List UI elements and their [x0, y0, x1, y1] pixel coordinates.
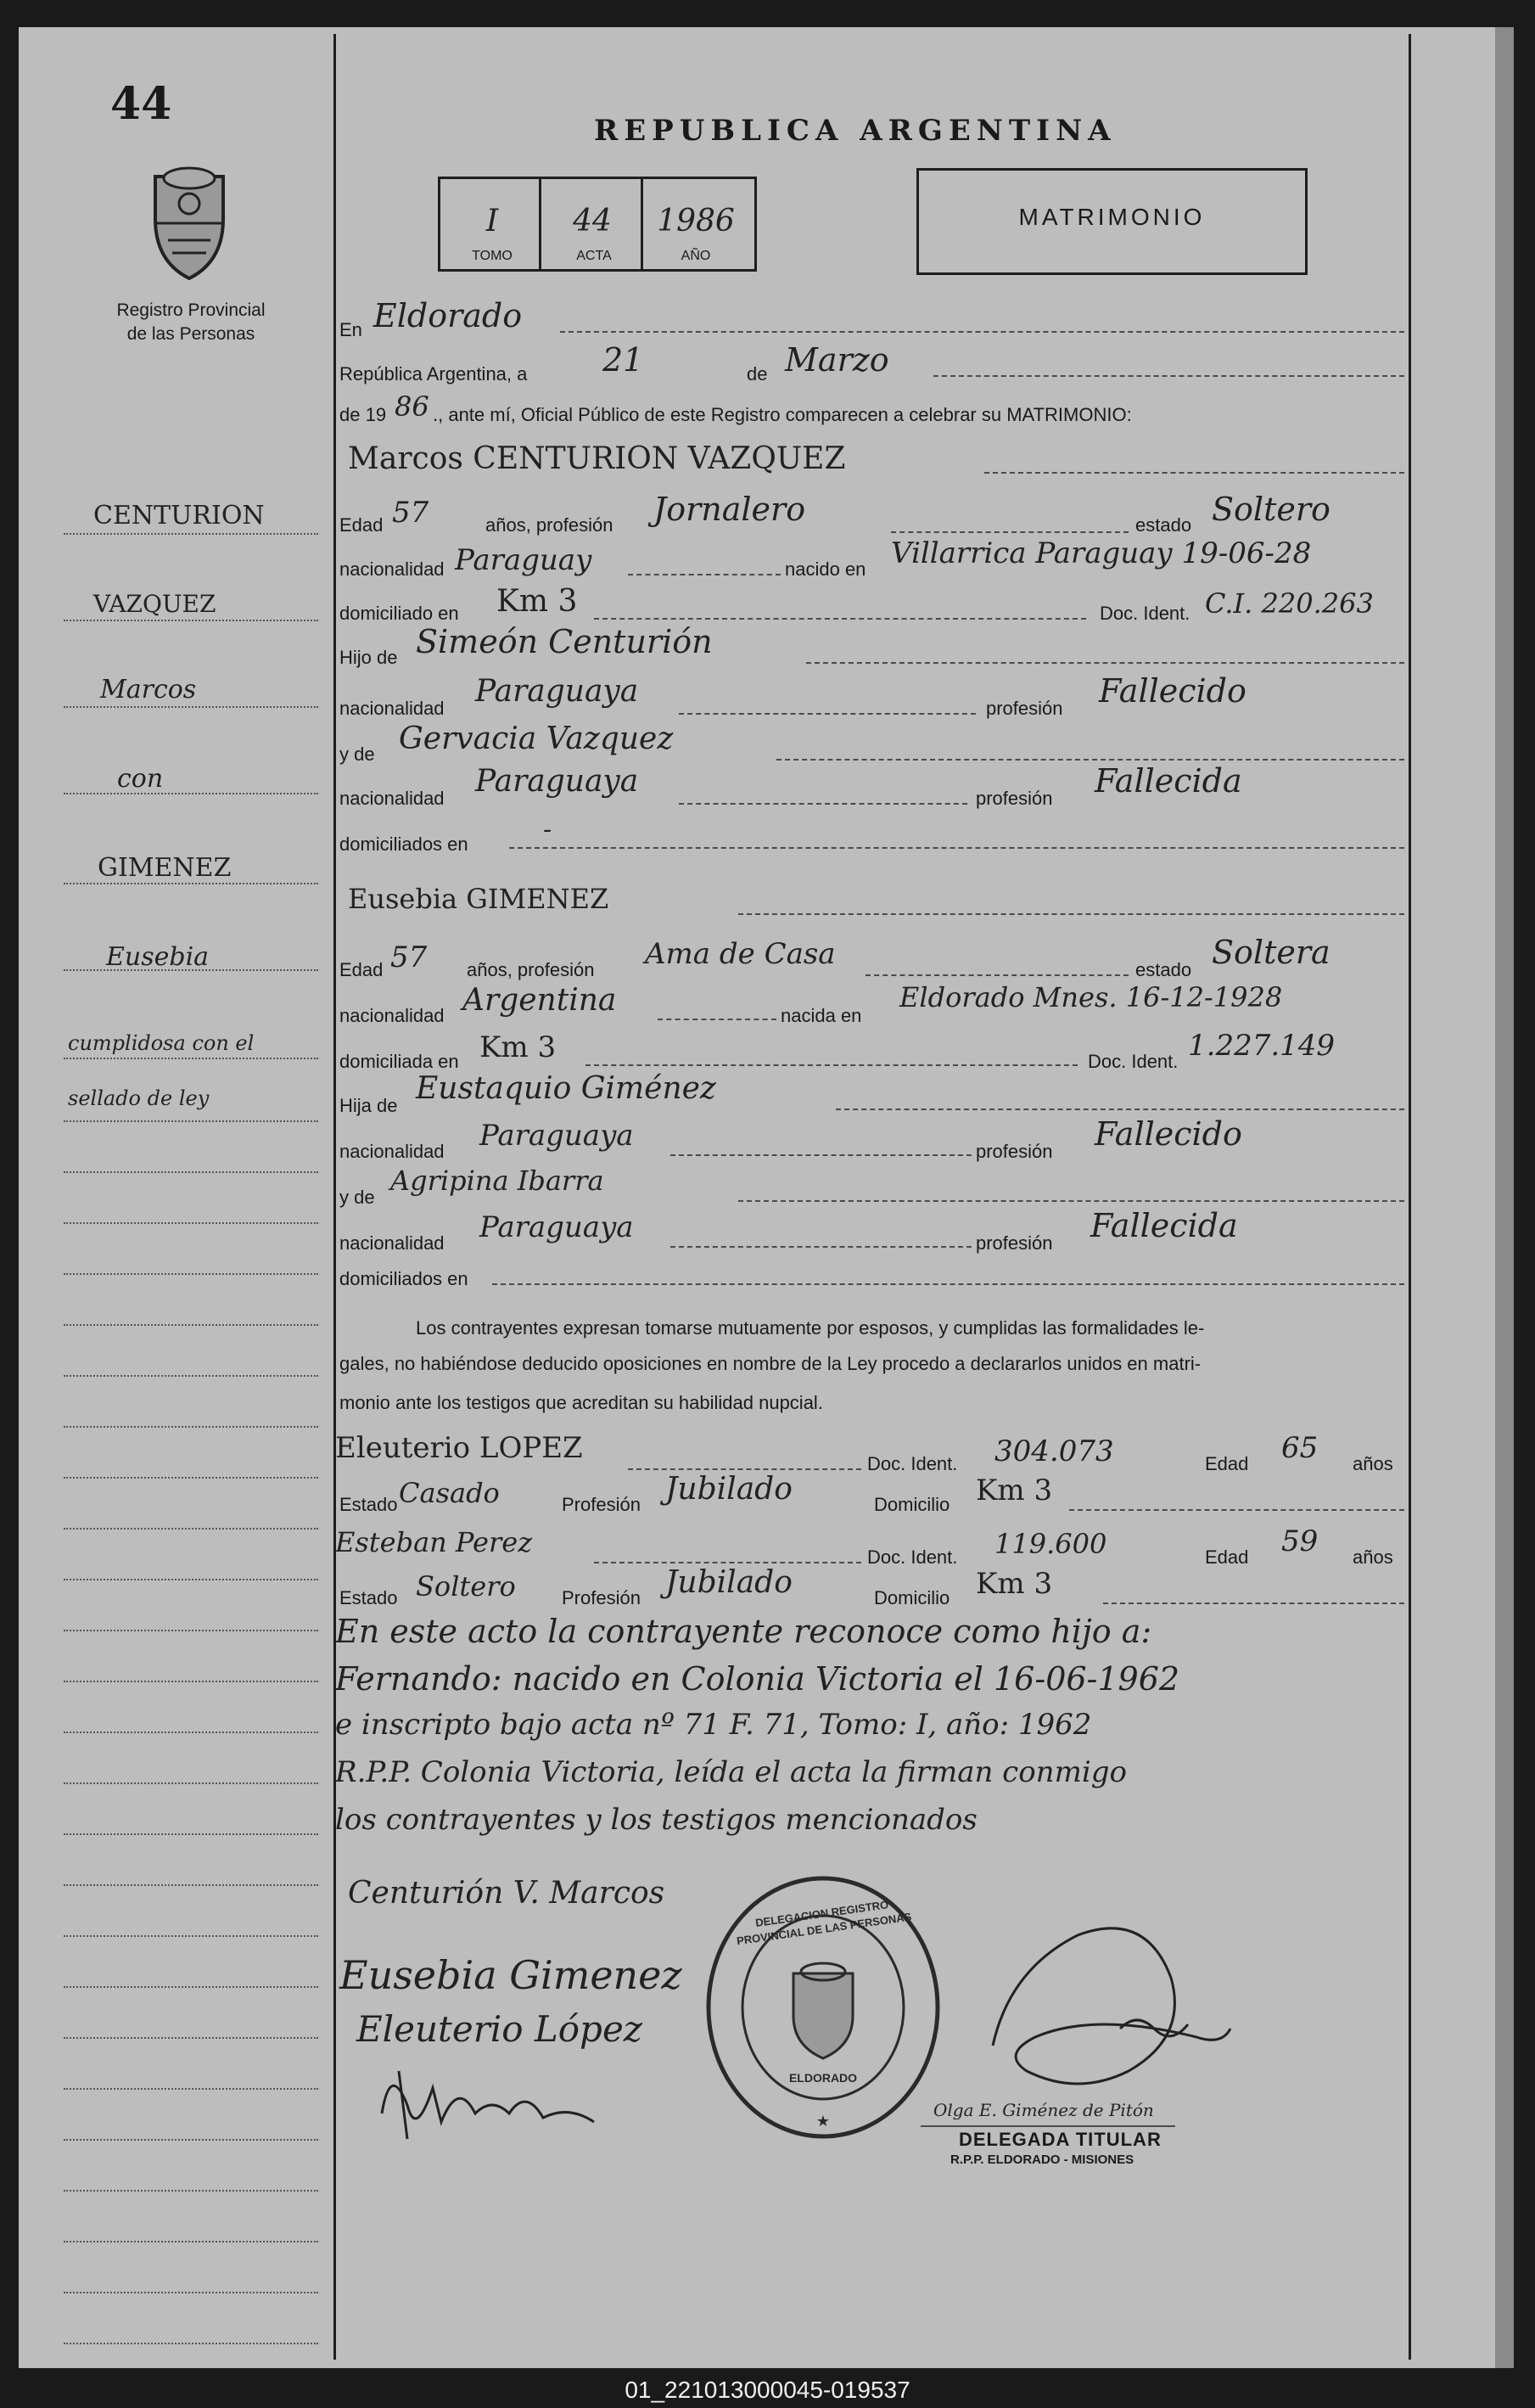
bride-father-nationality-label: nacionalidad: [339, 1141, 445, 1162]
month-label: de: [747, 363, 768, 384]
witness-1-signature: Eleuterio López: [356, 2008, 642, 2050]
margin-rule: [64, 1833, 318, 1835]
bride-age-label: Edad: [339, 959, 384, 980]
witness-2-profession-label: Profesión: [562, 1587, 641, 1608]
margin-rule: [64, 1273, 318, 1275]
witness-2-age-label: Edad: [1205, 1546, 1249, 1568]
witness-2-domicile: Km 3: [976, 1567, 1053, 1601]
official-signature-line: [921, 2125, 1175, 2127]
coat-of-arms-icon: [143, 160, 236, 287]
annotation-line-3: e inscripto bajo acta nº 71 F. 71, Tomo: I, año: 1962: [335, 1708, 1092, 1742]
margin-rule: [64, 2037, 318, 2039]
bride-father-profession: Fallecido: [1095, 1115, 1242, 1153]
witness-2-age: 59: [1281, 1524, 1319, 1558]
witness-1-doc: 304.073: [994, 1434, 1114, 1468]
groom-father-nationality-line: [679, 713, 976, 715]
margin-surname-3: GIMENEZ: [98, 853, 232, 883]
margin-rule: [64, 1732, 318, 1733]
page-number: 44: [110, 78, 172, 130]
bride-name-line: [738, 913, 1404, 915]
bride-father-profession-label: profesión: [976, 1141, 1053, 1162]
witness-1-status: Casado: [399, 1477, 500, 1509]
groom-nationality-label: nacionalidad: [339, 558, 445, 580]
groom-signature: Centurión V. Marcos: [348, 1876, 665, 1911]
declaration-line-1: Los contrayentes expresan tomarse mutuamente por esposos, y cumplidas las formalidades le-: [416, 1317, 1205, 1339]
tomo-value: I: [485, 204, 499, 239]
seal-place: ELDORADO: [788, 2071, 858, 2085]
country-heading: REPUBLICA ARGENTINA: [594, 114, 1117, 148]
groom-mother-profession: Fallecida: [1095, 762, 1242, 800]
margin-rule: [64, 1782, 318, 1784]
groom-full-name: Marcos CENTURION VAZQUEZ: [348, 441, 846, 476]
margin-rule: [64, 793, 318, 794]
bride-mother-nationality-line: [670, 1246, 972, 1248]
margin-rule: [64, 1630, 318, 1631]
bride-domicile-label: domiciliada en: [339, 1051, 459, 1072]
witness-1-years-label: años: [1353, 1453, 1393, 1474]
city-line: [560, 331, 1404, 333]
margin-connector: con: [117, 764, 164, 794]
groom-age: 57: [392, 496, 429, 530]
bride-doc-label: Doc. Ident.: [1088, 1051, 1179, 1072]
witness-1-profession-label: Profesión: [562, 1494, 641, 1515]
groom-status-label: estado: [1135, 514, 1192, 536]
registry-name-line1: Registro Provincial: [116, 300, 266, 320]
bride-parents-domicile-line: [492, 1283, 1404, 1285]
bride-domicile-line: [585, 1064, 1078, 1066]
bride-father-nationality-line: [670, 1154, 972, 1156]
witness-2-years-label: años: [1353, 1546, 1393, 1568]
bride-father-nationality: Paraguaya: [479, 1119, 634, 1153]
acta-label: ACTA: [576, 249, 612, 263]
groom-mother-nationality: Paraguaya: [475, 764, 639, 799]
groom-profession-line: [891, 531, 1129, 533]
groom-profession-label: años, profesión: [485, 514, 613, 536]
groom-mother-name: Gervacia Vazquez: [399, 721, 674, 756]
margin-stamp-note-2: sellado de ley: [68, 1086, 210, 1110]
groom-nationality-line: [628, 574, 781, 575]
groom-mother-label: y de: [339, 744, 375, 765]
svg-text:★: ★: [815, 2113, 831, 2130]
margin-surname-2: VAZQUEZ: [93, 590, 216, 618]
bride-mother-profession-label: profesión: [976, 1232, 1053, 1254]
groom-parents-domicile-line: [509, 847, 1404, 849]
witness-1-profession: Jubilado: [665, 1472, 793, 1507]
margin-rule: [64, 706, 318, 708]
margin-rule: [64, 620, 318, 621]
en-label: En: [339, 319, 362, 340]
margin-surname-1: CENTURION: [93, 501, 265, 530]
groom-doc-label: Doc. Ident.: [1100, 603, 1190, 624]
margin-rule: [64, 1477, 318, 1479]
margin-rule: [64, 1935, 318, 1937]
groom-birthplace: Villarrica Paraguay 19-06-28: [891, 536, 1312, 570]
groom-father-nationality: Paraguaya: [475, 674, 639, 709]
bride-profession-label: años, profesión: [467, 959, 595, 980]
groom-father-name: Simeón Centurión: [416, 623, 713, 660]
groom-mother-line: [776, 759, 1404, 761]
groom-father-line: [806, 662, 1404, 664]
bride-full-name: Eusebia GIMENEZ: [348, 883, 609, 915]
margin-rule: [64, 1324, 318, 1326]
margin-rule: [64, 1222, 318, 1224]
bride-nationality-line: [658, 1019, 776, 1020]
bride-mother-line: [738, 1200, 1404, 1202]
annotation-line-1: En este acto la contrayente reconoce como hijo a:: [335, 1613, 1152, 1650]
official-name: Olga E. Giménez de Pitón: [933, 2100, 1154, 2120]
box-divider: [539, 177, 541, 272]
declaration-line-2: gales, no habiéndose deducido oposiciones en nombre de la Ley procedo a declararlos unidos en matri-: [339, 1353, 1202, 1374]
seal-legend: DELEGACION REGISTRO PROVINCIAL DE LAS PERSONAS: [736, 1898, 913, 1948]
margin-rule: [64, 1375, 318, 1377]
tomo-label: TOMO: [472, 249, 513, 263]
bride-signature: Eusebia Gimenez: [339, 1952, 682, 1998]
right-border: [1409, 34, 1411, 2360]
bride-domicile: Km 3: [479, 1030, 557, 1064]
groom-profession: Jornalero: [653, 491, 806, 528]
day-value: 21: [602, 341, 644, 379]
groom-mother-nationality-label: nacionalidad: [339, 788, 445, 809]
bride-doc: 1.227.149: [1188, 1029, 1336, 1063]
groom-status: Soltero: [1212, 491, 1331, 528]
margin-rule: [64, 2292, 318, 2293]
groom-parents-domicile-label: domiciliados en: [339, 834, 468, 855]
annotation-line-2: Fernando: nacido en Colonia Victoria el 16-06-1962: [335, 1660, 1180, 1698]
annotation-line-4: R.P.P. Colonia Victoria, leída el acta la firman conmigo: [335, 1755, 1127, 1789]
bride-age: 57: [390, 940, 428, 974]
bride-mother-nationality-label: nacionalidad: [339, 1232, 445, 1254]
bride-mother-nationality: Paraguaya: [479, 1210, 634, 1244]
margin-rule: [64, 2241, 318, 2242]
margin-rule: [64, 2343, 318, 2344]
groom-father-profession-label: profesión: [986, 698, 1063, 719]
margin-rule: [64, 1528, 318, 1530]
margin-rule: [64, 2190, 318, 2192]
witness-1-domicile: Km 3: [976, 1473, 1053, 1507]
groom-mother-nationality-line: [679, 803, 967, 805]
margin-rule: [64, 883, 318, 884]
witness-2-doc: 119.600: [994, 1528, 1107, 1560]
bride-nationality-label: nacionalidad: [339, 1005, 445, 1026]
bride-father-line: [836, 1109, 1404, 1110]
witness-2-name-line: [594, 1562, 861, 1563]
annotation-line-5: los contrayentes y los testigos mencionados: [335, 1803, 978, 1837]
file-name: 01_221013000045-019537: [625, 2377, 910, 2403]
margin-rule: [64, 1426, 318, 1428]
month-line: [933, 375, 1404, 377]
certificate-type: MATRIMONIO: [1018, 204, 1206, 230]
bride-father-label: Hija de: [339, 1095, 398, 1116]
bride-status-label: estado: [1135, 959, 1192, 980]
margin-rule: [64, 1120, 318, 1122]
year-prefix: de 19: [339, 404, 387, 425]
margin-rule: [64, 1884, 318, 1886]
groom-mother-profession-label: profesión: [976, 788, 1053, 809]
box-divider: [641, 177, 643, 272]
registry-name-line2: de las Personas: [126, 324, 255, 344]
city-value: Eldorado: [373, 297, 523, 334]
witness-2-doc-label: Doc. Ident.: [867, 1546, 958, 1568]
witness-1-name-line: [628, 1468, 861, 1470]
intro-statement: ., ante mí, Oficial Público de este Registro comparecen a celebrar su MATRIMONIO:: [433, 404, 1132, 425]
witness-2-status-label: Estado: [339, 1587, 398, 1608]
witness-2-profession: Jubilado: [665, 1565, 793, 1600]
bride-profession-line: [866, 974, 1129, 976]
bride-father-name: Eustaquio Giménez: [416, 1071, 716, 1106]
year-suffix: 86: [395, 390, 429, 423]
republic-label: República Argentina, a: [339, 363, 528, 384]
witness-1-age-label: Edad: [1205, 1453, 1249, 1474]
witness-2-domicile-label: Domicilio: [874, 1587, 950, 1608]
groom-father-nationality-label: nacionalidad: [339, 698, 445, 719]
year-value: 1986: [657, 204, 735, 239]
official-office: R.P.P. ELDORADO - MISIONES: [950, 2153, 1134, 2167]
bride-mother-label: y de: [339, 1187, 375, 1208]
witness-1-status-label: Estado: [339, 1494, 398, 1515]
witness-2-domicile-line: [1103, 1603, 1404, 1604]
bride-status: Soltera: [1212, 934, 1331, 971]
witness-2-name: Esteban Perez: [335, 1526, 533, 1558]
bride-birthplace: Eldorado Mnes. 16-12-1928: [899, 981, 1283, 1013]
witness-2-signature-icon: [373, 2054, 628, 2147]
margin-rule: [64, 1058, 318, 1059]
margin-given-name-2: Eusebia: [106, 942, 210, 972]
official-signature-icon: [976, 1901, 1239, 2105]
groom-birthplace-label: nacido en: [785, 558, 866, 580]
groom-parents-domicile: -: [543, 815, 552, 845]
bride-nationality: Argentina: [462, 983, 617, 1018]
groom-age-label: Edad: [339, 514, 384, 536]
groom-father-label: Hijo de: [339, 647, 398, 668]
bride-parents-domicile-label: domiciliados en: [339, 1268, 468, 1289]
bride-profession: Ama de Casa: [645, 937, 836, 971]
margin-rule: [64, 1986, 318, 1988]
groom-domicile-line: [594, 618, 1086, 620]
margin-rule: [64, 1579, 318, 1580]
groom-name-line: [984, 472, 1404, 474]
bride-mother-name: Agripina Ibarra: [390, 1165, 604, 1197]
groom-doc: C.I. 220.263: [1205, 587, 1374, 620]
month-value: Marzo: [785, 341, 889, 379]
margin-divider: [333, 34, 336, 2360]
margin-rule: [64, 533, 318, 535]
margin-rule: [64, 2088, 318, 2090]
bride-birthplace-label: nacida en: [781, 1005, 862, 1026]
witness-1-domicile-label: Domicilio: [874, 1494, 950, 1515]
year-label: AÑO: [681, 249, 711, 263]
margin-given-name-1: Marcos: [100, 675, 197, 704]
declaration-line-3: monio ante los testigos que acreditan su habilidad nupcial.: [339, 1392, 823, 1413]
acta-value: 44: [573, 204, 612, 239]
witness-2-status: Soltero: [416, 1570, 516, 1603]
page-edge: [1495, 27, 1514, 2368]
witness-1-name: Eleuterio LOPEZ: [335, 1431, 583, 1465]
margin-rule: [64, 1681, 318, 1682]
bride-mother-profession: Fallecida: [1090, 1207, 1238, 1244]
witness-1-domicile-line: [1069, 1509, 1404, 1511]
witness-1-age: 65: [1281, 1431, 1319, 1465]
witness-1-doc-label: Doc. Ident.: [867, 1453, 958, 1474]
official-title: DELEGADA TITULAR: [959, 2129, 1162, 2150]
margin-rule: [64, 1171, 318, 1173]
margin-stamp-note-1: cumplidosa con el: [68, 1031, 255, 1055]
groom-nationality: Paraguay: [455, 543, 592, 577]
margin-rule: [64, 2139, 318, 2141]
groom-father-profession: Fallecido: [1099, 672, 1246, 710]
groom-domicile: Km 3: [496, 584, 578, 619]
groom-domicile-label: domiciliado en: [339, 603, 459, 624]
